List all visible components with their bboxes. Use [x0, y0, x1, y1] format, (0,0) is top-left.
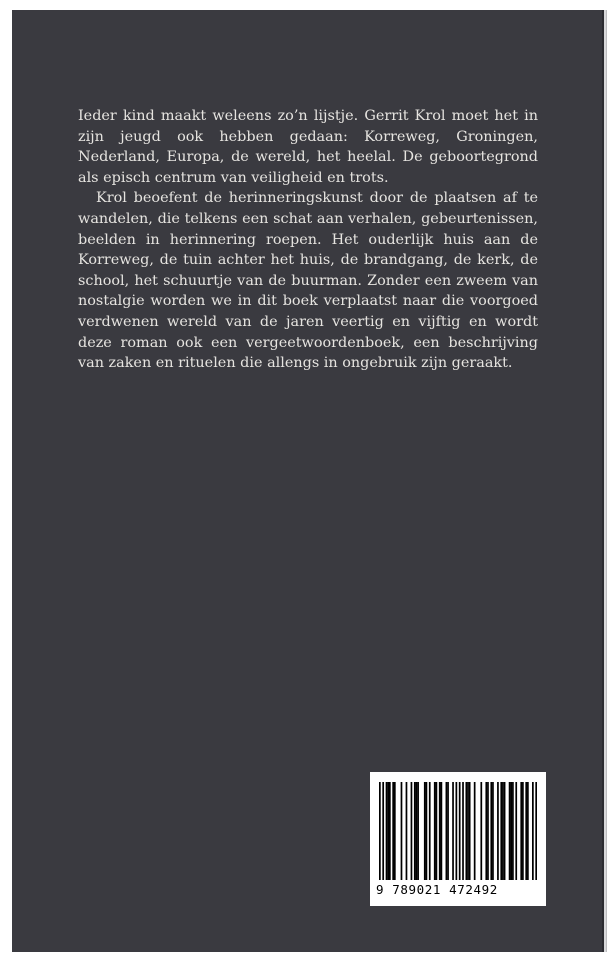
barcode-bar: [510, 782, 512, 880]
barcode-bar: [462, 782, 464, 880]
cover-blurb: [78, 106, 538, 374]
barcode-bar: [512, 782, 514, 880]
barcode-bar: [485, 782, 487, 880]
barcode-bar: [525, 782, 527, 880]
barcode-bar: [414, 782, 416, 880]
barcode-bar: [520, 782, 522, 880]
barcode-bar: [389, 782, 391, 880]
barcode-bar: [497, 782, 499, 880]
barcode-label: [370, 772, 546, 906]
barcode-bar: [417, 782, 419, 880]
barcode-bar: [411, 782, 413, 880]
barcode-bar: [416, 782, 418, 880]
barcode-bar: [429, 782, 431, 880]
blurb-paragraph-1: Ieder kind maakt weleens zo’n lijstje. Gerrit Krol moet het in zijn jeugd ook hebben gedaan: Korreweg, Groningen, Nederland, Europa, de wereld, het heelal. De geboortegrond als episch centrum van veiligheid en trots.: [78, 108, 538, 186]
barcode-bar: [439, 782, 441, 880]
barcode-bar: [504, 782, 506, 880]
barcode-bar: [487, 782, 489, 880]
blurb-paragraph-2: Krol beoefent de herinneringskunst door de plaatsen af te wandelen, die telkens een schat aan verhalen, gebeurtenissen, beelden in herinnering roepen. Het ouderlijk huis aan de Korreweg, de tuin achter het huis, de brandgang, de kerk, de school, het schuurtje van de buurman. Zonder een zweem van nostalgie worden we in dit boek verplaatst naar die voorgoed verdwenen wereld van de jaren veertig en vijftig en wordt deze roman ook een vergeetwoordenboek, een beschrijving van zaken en rituelen die allengs in ongebruik zijn geraakt.: [78, 190, 538, 372]
barcode-bar: [532, 782, 534, 880]
barcode-bar: [379, 782, 381, 880]
barcode-bar: [502, 782, 504, 880]
barcode-bar: [522, 782, 524, 880]
barcode-bar: [387, 782, 389, 880]
barcode-bar: [465, 782, 467, 880]
barcode-bar: [509, 782, 511, 880]
barcode-bar: [424, 782, 426, 880]
isbn-number: 9 789021 472492: [376, 882, 498, 897]
barcode-bar: [474, 782, 476, 880]
barcode-bar: [535, 782, 537, 880]
barcode-bar: [392, 782, 394, 880]
barcode-bar: [426, 782, 428, 880]
barcode-bar: [500, 782, 502, 880]
barcode-bar: [382, 782, 384, 880]
barcode-bar: [452, 782, 454, 880]
barcode-bar: [490, 782, 492, 880]
barcode-bar: [441, 782, 443, 880]
barcode-bar: [467, 782, 469, 880]
barcode-bar: [469, 782, 471, 880]
barcode-bar: [492, 782, 494, 880]
barcode-bar: [456, 782, 458, 880]
barcode-bar: [447, 782, 449, 880]
barcode-bar: [446, 782, 448, 880]
barcode-bar: [386, 782, 388, 880]
barcode-bar: [434, 782, 436, 880]
barcode-bar: [394, 782, 396, 880]
barcode-bar: [406, 782, 408, 880]
isbn-barcode: [379, 782, 537, 880]
barcode-bar: [527, 782, 529, 880]
barcode-bar: [459, 782, 461, 880]
barcode-bar: [401, 782, 403, 880]
barcode-bar: [436, 782, 438, 880]
barcode-bar: [515, 782, 517, 880]
barcode-bar: [480, 782, 482, 880]
